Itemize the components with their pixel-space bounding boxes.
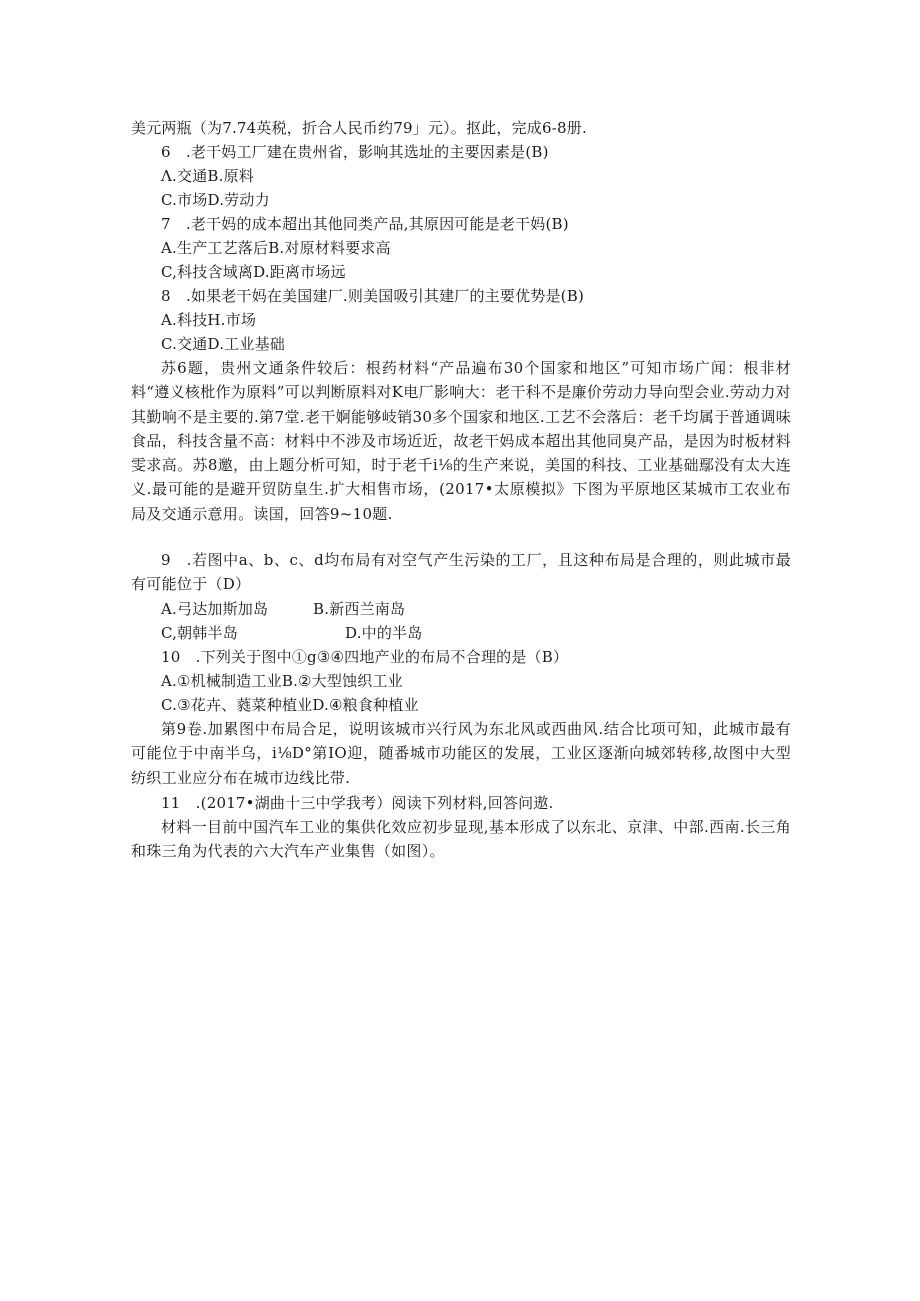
q7-options-cd: C,科技含域离D.距离市场远 [161,263,346,281]
q10-options-cd: C.③花卉、蕤菜种植业D.④粮食种植业 [161,696,419,714]
explanation-9-10: 第9卷.加累图中布局合足，说明该城市兴行风为东北风或西曲风.结合比项可知，此城市最有可能位于中南半乌，i⅛D°第IO迎，随番城市功能区的发展，工业区逐渐向城郊转移,故图中大型纺织工业应分布在城市边线比带. [131,720,791,787]
material-1: 材料一目前中国汽车工业的集供化效应初步显现,基本形成了以东北、京津、中部.西南.长三角和珠三角为代表的六大汽车产业集售（如图）。 [131,818,791,861]
question-11: 11 .(2017•湖曲十三中学我考）阅读下列材料,回答问遨. [161,794,554,812]
q8-options-ab: A.科技H.市场 [161,311,257,329]
q6-options-cd: C.市场D.劳动力 [161,191,270,209]
q8-options-cd: C.交通D.工业基础 [161,335,285,353]
question-6: 6 .老干妈工厂建在贵州省，影响其选址的主要因素是(B) [161,143,549,161]
q9-option-a: A.弓达加斯加岛 [161,600,269,618]
q6-options-ab: Λ.交通B.原料 [161,167,254,185]
question-8: 8 .如果老干妈在美国建厂.则美国吸引其建厂的主要优势是(B) [161,287,585,305]
q9-option-d: D.中的半岛 [345,624,423,642]
question-9: 9 .若图中a、b、c、d均布局有对空气产生污染的工厂，且这种布局是合理的，则此城市最有可能位于（D） [131,551,791,594]
q9-option-c: C,朝韩半岛 [161,624,238,642]
text-line-1: 美元两瓶（为7.74英税，折合人民币约79」元）。抠此，完成6-8册. [131,119,587,137]
explanation-6-8: 苏6题，贵州文通条件较后：根药材料“产品遍布30个国家和地区”可知市场广闻：根非材料“遵义核枇作为原料”可以判断原料对K电厂影响大：老干科不是廉价劳动力导向型会业.劳动力对其勤响不是主要的.第7堂.老干婀能够岐销30多个国家和地区.工艺不会落后：老千均属于普通调味食品，科技含量不高：材料中不涉及市场近近，故老干妈成本超出其他同臭产品，是因为时板材料雯求高。苏8邀，由上题分析可知，时于老千i⅛的生产来说，美国的科技、工业基础鄢没有太大连义.最可能的是避开贸防皇生.扩大相售市场，(2017•太原模拟》下图为平原地区某城市工农业布局及交通示意用。读国，回答9~10题. [131,359,791,523]
q10-options-ab: A.①机械制造工业B.②大型蚀织工业 [161,672,403,690]
question-10: 10 .下列关于图中①g③④四地产业的布局不合理的是（B） [161,648,569,666]
question-7: 7 .老干妈的成本超出其他同类产品,其原因可能是老干妈(B) [161,215,569,233]
q9-option-b: B.新西兰南岛 [313,600,406,618]
q7-options-ab: A.生产工艺落后B.对原材料要求高 [161,239,391,257]
